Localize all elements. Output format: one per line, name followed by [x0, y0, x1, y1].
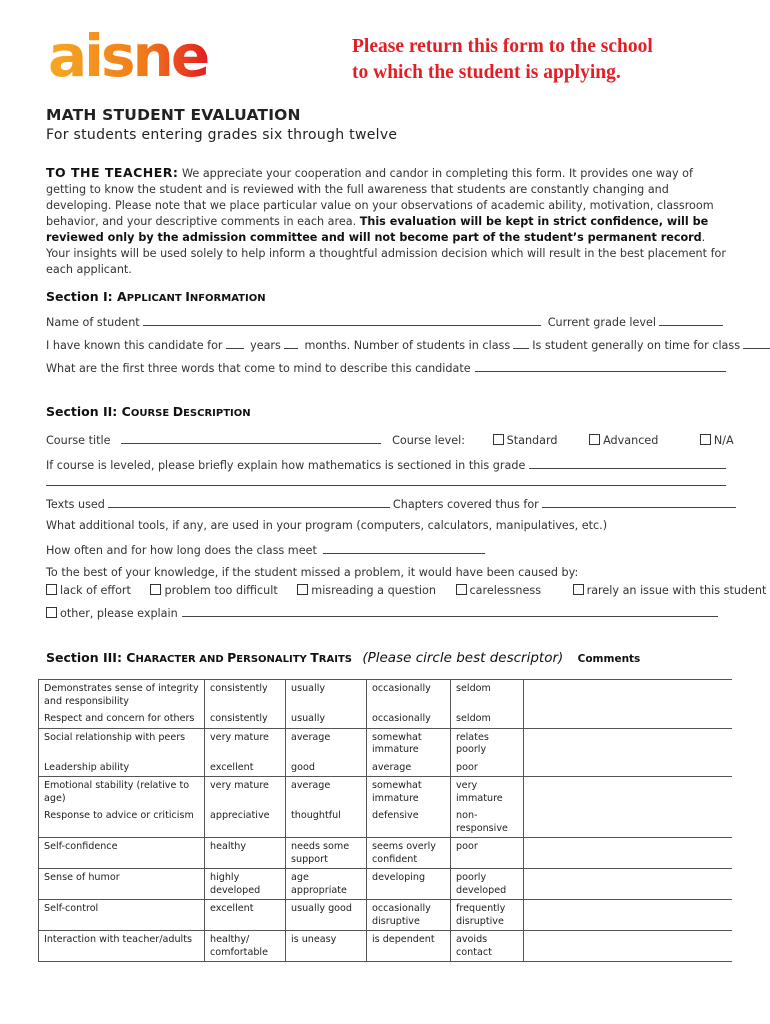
on-time-label: Is student generally on time for class [532, 339, 741, 352]
course-title-label: Course title [46, 434, 111, 447]
student-name-label: Name of student [46, 316, 140, 329]
logo-text: aisne [48, 24, 208, 82]
section3-heading: Section III: CHARACTER AND PERSONALITY TRAITS (Please circle best descriptor) Comments [46, 650, 641, 666]
descriptor-4[interactable]: very immature [451, 777, 524, 808]
student-name-line [46, 314, 726, 329]
tools-line [46, 519, 726, 532]
descriptor-1[interactable]: excellent [205, 759, 286, 777]
intro-text-2: . Your insights will be used solely to help inform a thoughtful admission decision which will result in the best placement for each applicant. [46, 231, 726, 276]
chapters-label: Chapters covered thus for [392, 498, 539, 511]
descriptor-2[interactable]: usually [286, 680, 367, 711]
comment-cell[interactable] [524, 680, 733, 711]
descriptor-3[interactable]: occasionally [367, 710, 451, 728]
aisne-logo [46, 24, 222, 82]
descriptor-4[interactable]: frequently disruptive [451, 900, 524, 931]
comment-cell[interactable] [524, 710, 733, 728]
descriptor-1[interactable]: appreciative [205, 807, 286, 838]
comment-cell[interactable] [524, 931, 733, 962]
page-title: MATH STUDENT EVALUATION [46, 106, 301, 124]
comment-cell[interactable] [524, 838, 733, 869]
known-for-label: I have known this candidate for [46, 339, 223, 352]
checkbox[interactable] [573, 584, 584, 595]
trait-row [39, 728, 733, 759]
trait-row [39, 807, 733, 838]
trait-name: Social relationship with peers [39, 728, 205, 759]
descriptor-3[interactable]: is dependent [367, 931, 451, 962]
descriptor-4[interactable]: relates poorly [451, 728, 524, 759]
missed-options-line [46, 584, 767, 597]
how-often-line [46, 542, 726, 557]
trait-name: Interaction with teacher/adults [39, 931, 205, 962]
course-title-field[interactable] [121, 432, 381, 444]
descriptor-2[interactable]: good [286, 759, 367, 777]
descriptor-4[interactable]: poor [451, 759, 524, 777]
level-standard-option[interactable]: Standard [493, 434, 558, 447]
trait-row [39, 900, 733, 931]
descriptor-3[interactable]: seems overly confident [367, 838, 451, 869]
trait-name: Self-confidence [39, 838, 205, 869]
aisne-logo-graphic [46, 24, 222, 82]
texts-used-label: Texts used [46, 498, 105, 511]
descriptor-4[interactable]: poor [451, 838, 524, 869]
descriptor-4[interactable]: non-responsive [451, 807, 524, 838]
trait-name: Self-control [39, 900, 205, 931]
course-level-label: Course level: [392, 434, 466, 447]
descriptor-4[interactable]: seldom [451, 680, 524, 711]
on-time-field[interactable] [743, 337, 770, 349]
descriptor-4[interactable]: avoids contact [451, 931, 524, 962]
trait-row [39, 710, 733, 728]
checkbox[interactable] [589, 434, 600, 445]
descriptor-1[interactable]: very mature [205, 728, 286, 759]
descriptor-3[interactable]: defensive [367, 807, 451, 838]
comments-heading: Comments [577, 653, 641, 665]
missed-line [46, 566, 726, 579]
trait-name: Leadership ability [39, 759, 205, 777]
grade-level-field[interactable] [659, 314, 723, 326]
trait-row [39, 777, 733, 808]
descriptor-4[interactable]: poorly developed [451, 869, 524, 900]
circle-note: (Please circle best descriptor) [362, 650, 564, 666]
level-na-option[interactable]: N/A [700, 434, 734, 447]
leveled-label: If course is leveled, please briefly explain how mathematics is sectioned in this grade [46, 459, 526, 472]
leveled-field[interactable] [529, 457, 726, 469]
descriptor-1[interactable]: healthy/ comfortable [205, 931, 286, 962]
opt-lack-effort[interactable]: lack of effort [46, 584, 131, 597]
opt-other[interactable]: other, please explain [46, 607, 178, 620]
checkbox[interactable] [46, 607, 57, 618]
course-title-line [46, 432, 734, 447]
descriptor-3[interactable]: developing [367, 869, 451, 900]
trait-row [39, 759, 733, 777]
descriptor-2[interactable]: usually [286, 710, 367, 728]
opt-rarely[interactable]: rarely an issue with this student [573, 584, 767, 597]
trait-row [39, 931, 733, 962]
three-words-line [46, 360, 726, 375]
descriptor-3[interactable]: somewhat immature [367, 728, 451, 759]
comment-cell[interactable] [524, 900, 733, 931]
descriptor-4[interactable]: seldom [451, 710, 524, 728]
comment-cell[interactable] [524, 807, 733, 838]
texts-used-field[interactable] [108, 496, 390, 508]
three-words-field[interactable] [475, 360, 726, 372]
tools-label: What additional tools, if any, are used in your program (computers, calculators, manipulatives, etc.) [46, 519, 608, 532]
descriptor-1[interactable]: consistently [205, 680, 286, 711]
descriptor-1[interactable]: very mature [205, 777, 286, 808]
missed-label: To the best of your knowledge, if the student missed a problem, it would have been caused by: [46, 566, 579, 579]
comment-cell[interactable] [524, 759, 733, 777]
opt-too-difficult[interactable]: problem too difficult [150, 584, 277, 597]
checkbox[interactable] [46, 584, 57, 595]
known-for-line [46, 337, 741, 352]
section1-heading: Section I: APPLICANT INFORMATION [46, 289, 266, 304]
checkbox[interactable] [297, 584, 308, 595]
comment-cell[interactable] [524, 869, 733, 900]
leveled-field-continued[interactable] [46, 485, 726, 486]
descriptor-3[interactable]: somewhat immature [367, 777, 451, 808]
descriptor-2[interactable]: thoughtful [286, 807, 367, 838]
traits-table [38, 679, 732, 962]
descriptor-2[interactable]: average [286, 777, 367, 808]
intro-lead: TO THE TEACHER: [46, 165, 179, 180]
other-field[interactable] [182, 605, 718, 617]
checkbox[interactable] [700, 434, 711, 445]
class-size-field[interactable] [513, 337, 529, 349]
descriptor-1[interactable]: consistently [205, 710, 286, 728]
section2-heading: Section II: COURSE DESCRIPTION [46, 404, 251, 419]
descriptor-2[interactable]: average [286, 728, 367, 759]
years-label: years [250, 339, 281, 352]
checkbox[interactable] [456, 584, 467, 595]
intro-confidential: This evaluation will be kept in strict confidence, will be reviewed only by the admission committee and will not become part of the student’s permanent record [46, 215, 709, 244]
how-often-label: How often and for how long does the class meet [46, 544, 317, 557]
level-advanced-option[interactable]: Advanced [589, 434, 658, 447]
chapters-field[interactable] [542, 496, 736, 508]
page-subtitle: For students entering grades six through twelve [46, 127, 398, 143]
descriptor-1[interactable]: highly developed [205, 869, 286, 900]
opt-misreading[interactable]: misreading a question [297, 584, 436, 597]
trait-row [39, 869, 733, 900]
intro-text-1: We appreciate your cooperation and candor in completing this form. It provides one way of getting to know the student and is reviewed with the full awareness that students are constantly changing and developing. Please note that we place particular value on your observations of academic ability, motivation, classroom behavior, and your descriptive comments in each area. [46, 167, 714, 228]
comment-cell[interactable] [524, 777, 733, 808]
opt-carelessness[interactable]: carelessness [456, 584, 542, 597]
descriptor-2[interactable]: usually good [286, 900, 367, 931]
comment-cell[interactable] [524, 728, 733, 759]
trait-name: Response to advice or criticism [39, 807, 205, 838]
how-often-field[interactable] [323, 542, 485, 554]
descriptor-3[interactable]: occasionally disruptive [367, 900, 451, 931]
trait-name: Sense of humor [39, 869, 205, 900]
descriptor-3[interactable]: average [367, 759, 451, 777]
months-field[interactable] [284, 337, 298, 349]
descriptor-1[interactable]: excellent [205, 900, 286, 931]
trait-name: Emotional stability (relative to age) [39, 777, 205, 808]
three-words-label: What are the first three words that come to mind to describe this candidate [46, 362, 471, 375]
texts-line [46, 496, 726, 511]
return-note: Please return this form to the school to which the student is applying. [352, 36, 653, 83]
student-name-field[interactable] [143, 314, 541, 326]
checkbox[interactable] [150, 584, 161, 595]
leveled-line [46, 457, 726, 472]
descriptor-1[interactable]: healthy [205, 838, 286, 869]
years-field[interactable] [226, 337, 244, 349]
grade-level-label: Current grade level [547, 316, 656, 329]
checkbox[interactable] [493, 434, 504, 445]
descriptor-3[interactable]: occasionally [367, 680, 451, 711]
trait-row [39, 838, 733, 869]
trait-name: Respect and concern for others [39, 710, 205, 728]
descriptor-2[interactable]: age appropriate [286, 869, 367, 900]
intro-paragraph [46, 165, 726, 278]
descriptor-2[interactable]: is uneasy [286, 931, 367, 962]
other-line [46, 605, 726, 620]
trait-name: Demonstrates sense of integrity and responsibility [39, 680, 205, 711]
trait-row [39, 680, 733, 711]
descriptor-2[interactable]: needs some support [286, 838, 367, 869]
class-size-label: months. Number of students in class [304, 339, 511, 352]
